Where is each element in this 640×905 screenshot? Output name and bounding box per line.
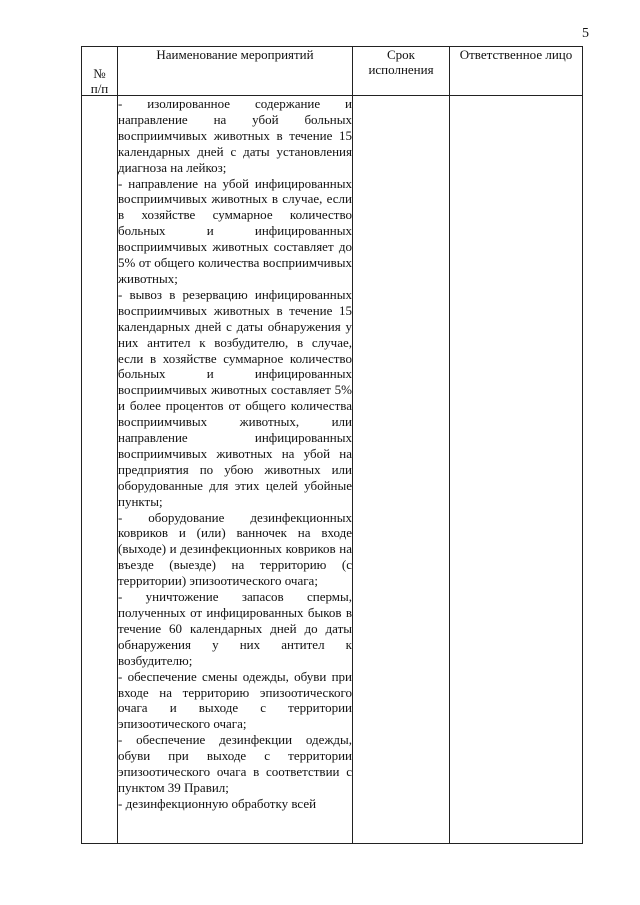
measures-table — [81, 46, 583, 844]
table-header-row — [82, 47, 583, 96]
header-number — [82, 47, 118, 96]
header-number-pp: п/п — [90, 81, 109, 96]
list-item: - уничтожение запасов спермы, полученных от инфицированных быков в течение 60 календарных дней до даты обнаружения у них антител к возбудителю; — [118, 589, 352, 668]
list-item: - дезинфекционную обработку всей — [118, 795, 317, 811]
list-item: - направление на убой инфицированных восприимчивых животных в случае, если в хозяйстве суммарное количество больных и инфицированных восприимчивых животных составляет до 5% от общего количества восприимчивых животных; — [118, 175, 352, 286]
header-deadline — [353, 47, 450, 96]
list-item: - вывоз в резервацию инфицированных восприимчивых животных в течение 15 календарных дней с даты обнаружения у них антител к возбудителю, в случае, если в хозяйстве суммарное количество больных и инфицированных восприимчивых животных составляет 5% и более процентов от общего количества восприимчивых животных, или направление инфицированных восприимчивых животных на убой на предприятия по убою животных или оборудованные для этих целей убойные пункты; — [118, 286, 352, 509]
page-number: 5 — [582, 26, 589, 41]
header-number-symbol: № — [93, 66, 106, 81]
row-number-cell — [82, 96, 118, 844]
header-deadline-line2: исполнения — [368, 62, 434, 77]
header-deadline-line1: Срок — [387, 47, 415, 62]
list-item: - оборудование дезинфекционных ковриков и (или) ванночек на входе (выходе) и дезинфекционных ковриков на въезде (выезде) на территорию (с территории) эпизоотического очага; — [118, 509, 352, 589]
row-deadline-cell — [353, 96, 450, 844]
header-measure-name: Наименование мероприятий — [118, 47, 353, 96]
header-responsible: Ответственное лицо — [450, 47, 583, 96]
table-row — [82, 96, 583, 844]
list-item: - изолированное содержание и направление на убой больных восприимчивых животных в течение 15 календарных дней с даты установления диагноза на лейкоз; — [118, 96, 352, 175]
list-item: - обеспечение смены одежды, обуви при входе на территорию эпизоотического очага и выходе с территории эпизоотического очага; — [118, 668, 352, 732]
row-measures-cell — [118, 96, 353, 844]
row-responsible-cell — [450, 96, 583, 844]
list-item: - обеспечение дезинфекции одежды, обуви при выходе с территории эпизоотического очага в соответствии с пунктом 39 Правил; — [118, 732, 352, 795]
